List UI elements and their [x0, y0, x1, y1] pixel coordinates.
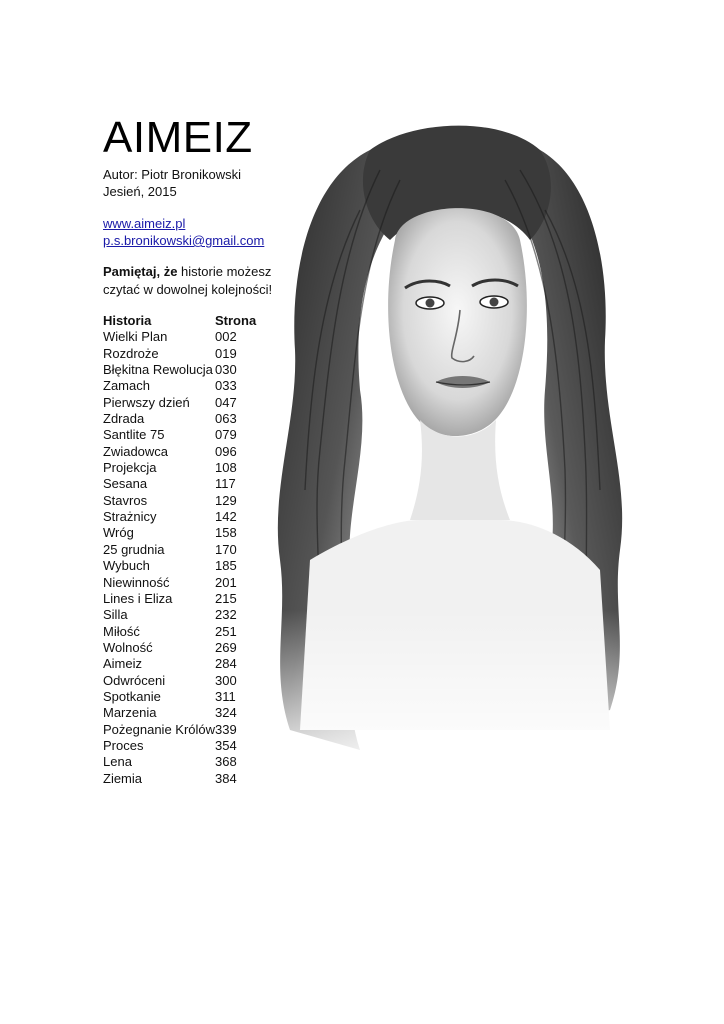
toc-story-title: Lena — [103, 754, 132, 770]
reading-note — [103, 263, 278, 299]
toc-row — [103, 329, 265, 345]
toc-row — [103, 493, 265, 509]
toc-page-number: 129 — [215, 492, 237, 508]
toc-story-title: Pierwszy dzień — [103, 394, 190, 410]
toc-row — [103, 395, 265, 411]
toc-row — [103, 476, 265, 492]
toc-row — [103, 689, 265, 705]
toc-page-number: 284 — [215, 656, 237, 672]
toc-row — [103, 525, 265, 541]
toc-row — [103, 640, 265, 656]
toc-row — [103, 542, 265, 558]
toc-row — [103, 575, 265, 591]
toc-row — [103, 722, 265, 738]
toc-story-title: Silla — [103, 607, 128, 623]
toc-row — [103, 427, 265, 443]
toc-header-story: Historia — [103, 313, 152, 328]
author-info — [103, 166, 241, 200]
toc-page-number: 339 — [215, 721, 237, 737]
toc-page-number: 158 — [215, 525, 237, 541]
toc-story-title: Aimeiz — [103, 656, 143, 672]
toc-page-number: 170 — [215, 541, 237, 557]
toc-row — [103, 624, 265, 640]
toc-story-title: Sesana — [103, 476, 148, 492]
toc-row — [103, 509, 265, 525]
toc-page-number: 354 — [215, 737, 237, 753]
toc-page-number: 079 — [215, 427, 237, 443]
note-rest: historie możesz czytać w dowolnej kolejności! — [103, 264, 273, 297]
toc-story-title: Niewinność — [103, 574, 170, 590]
toc-page-number: 096 — [215, 443, 237, 459]
toc-story-title: Projekcja — [103, 460, 157, 476]
toc-row — [103, 591, 265, 607]
toc-row — [103, 460, 265, 476]
toc-row — [103, 738, 265, 754]
toc-story-title: Odwróceni — [103, 672, 166, 688]
toc-page-number: 384 — [215, 770, 237, 786]
toc-page-number: 311 — [215, 688, 236, 704]
toc-row — [103, 771, 265, 787]
toc-page-number: 063 — [215, 411, 237, 427]
toc-page-number: 269 — [215, 639, 237, 655]
season-line: Jesień, 2015 — [103, 184, 177, 199]
toc-story-title: Stavros — [103, 492, 148, 508]
toc-story-title: Pożegnanie Królów — [103, 721, 216, 737]
toc-story-title: Wolność — [103, 639, 153, 655]
toc-row — [103, 656, 265, 672]
toc-story-title: Błękitna Rewolucja — [103, 362, 213, 378]
toc-story-title: Proces — [103, 737, 144, 753]
toc-row — [103, 705, 265, 721]
toc-page-number: 215 — [215, 590, 237, 606]
toc-page-number: 251 — [215, 623, 237, 639]
toc-story-title: Lines i Eliza — [103, 590, 173, 606]
contact-links — [103, 215, 264, 249]
toc-page-number: 117 — [215, 476, 236, 492]
toc-page-number: 030 — [215, 362, 237, 378]
toc-row — [103, 607, 265, 623]
table-of-contents — [103, 313, 265, 787]
toc-page-number: 324 — [215, 705, 237, 721]
author-line: Autor: Piotr Bronikowski — [103, 167, 241, 182]
toc-page-number: 108 — [215, 460, 237, 476]
toc-row — [103, 411, 265, 427]
toc-page-number: 185 — [215, 558, 237, 574]
email-link[interactable]: p.s.bronikowski@gmail.com — [103, 233, 265, 248]
toc-story-title: Wielki Plan — [103, 329, 168, 345]
page-title: AIMEIZ — [103, 113, 253, 162]
toc-row — [103, 754, 265, 770]
toc-story-title: Zamach — [103, 378, 150, 394]
toc-page-number: 201 — [215, 574, 237, 590]
toc-row — [103, 362, 265, 378]
toc-story-title: Rozdroże — [103, 345, 159, 361]
toc-header-page: Strona — [215, 313, 257, 328]
toc-page-number: 033 — [215, 378, 237, 394]
toc-row — [103, 558, 265, 574]
toc-header-row — [103, 313, 265, 329]
toc-page-number: 019 — [215, 345, 237, 361]
portrait-illustration — [250, 90, 660, 780]
toc-row — [103, 673, 265, 689]
note-bold: Pamiętaj, że — [103, 264, 178, 279]
toc-page-number: 368 — [215, 754, 237, 770]
toc-story-title: Strażnicy — [103, 509, 157, 525]
toc-story-title: Zdrada — [103, 411, 145, 427]
toc-story-title: Marzenia — [103, 705, 157, 721]
toc-story-title: Ziemia — [103, 770, 143, 786]
toc-page-number: 232 — [215, 607, 237, 623]
toc-story-title: Wróg — [103, 525, 134, 541]
toc-row — [103, 378, 265, 394]
toc-page-number: 002 — [215, 329, 237, 345]
toc-story-title: Zwiadowca — [103, 443, 169, 459]
toc-story-title: 25 grudnia — [103, 541, 165, 557]
toc-page-number: 142 — [215, 509, 237, 525]
website-link[interactable]: www.aimeiz.pl — [103, 216, 186, 231]
toc-page-number: 047 — [215, 394, 237, 410]
toc-story-title: Wybuch — [103, 558, 150, 574]
toc-story-title: Miłość — [103, 623, 140, 639]
toc-story-title: Spotkanie — [103, 688, 161, 704]
toc-row — [103, 346, 265, 362]
toc-row — [103, 444, 265, 460]
toc-page-number: 300 — [215, 672, 237, 688]
toc-story-title: Santlite 75 — [103, 427, 165, 443]
